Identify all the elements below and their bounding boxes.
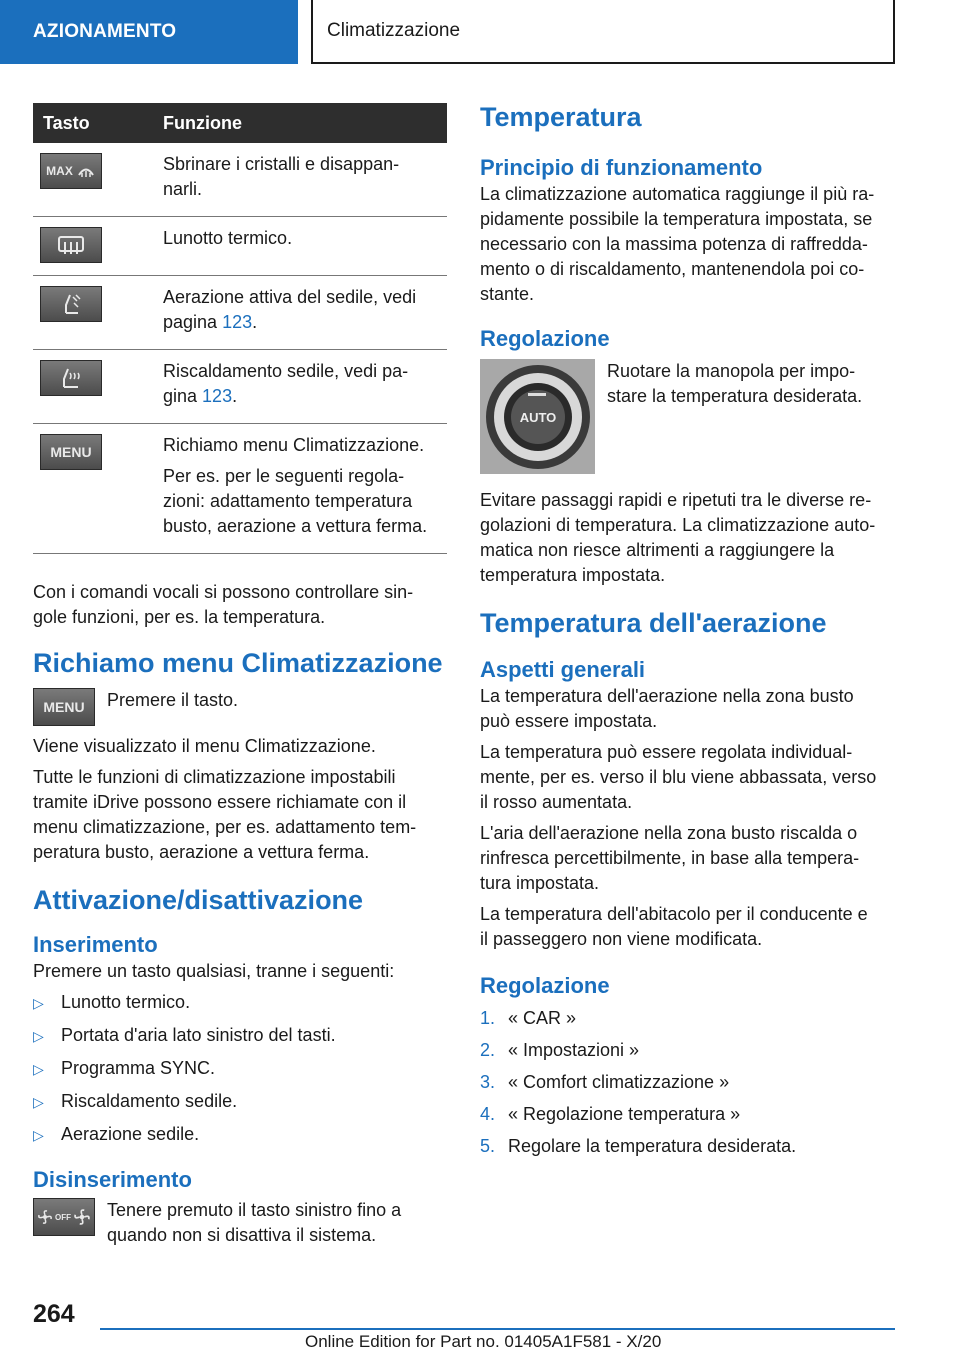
- list-item: ▷ Aerazione sedile.: [33, 1124, 200, 1144]
- fan-off-icon: OFF: [33, 1198, 95, 1236]
- principle-heading: Principio di funzionamento: [480, 155, 763, 180]
- seat-ventilation-icon: [40, 286, 102, 322]
- max-defrost-icon: MAX: [40, 153, 102, 189]
- page-number: 264: [33, 1300, 75, 1328]
- menu-key-icon: MENU: [40, 434, 102, 470]
- on-text: Premere un tasto qualsiasi, tranne i seguenti:: [33, 961, 395, 981]
- principle-text: La climatizzazione automatica raggiunge il più ra- pidamente possibile la temperatura impostata, se necessario con la massima potenza di raffredda- mento o di riscaldamento, mantenendola poi co- stante.: [480, 184, 875, 304]
- chapter-header: [311, 0, 895, 64]
- general-paragraph-1: La temperatura dell'aerazione nella zona busto può essere impostata.: [480, 686, 854, 731]
- table-row: [33, 217, 447, 276]
- menu-paragraph-2: Tutte le funzioni di climatizzazione impostabili tramite iDrive possono essere richiamate con il menu climatizzazione, per es. adattamento tem- peratura busto, aerazione a vettura ferma.: [33, 767, 417, 862]
- seat-heating-icon: [40, 360, 102, 396]
- temperature-heading: Temperatura: [480, 102, 642, 132]
- off-heading: Disinserimento: [33, 1167, 192, 1192]
- menu-instruction: MENU Premere il tasto.: [33, 688, 447, 726]
- list-item: 1. « CAR »: [480, 1008, 577, 1028]
- table-row: [33, 424, 447, 554]
- list-item: 5. Regolare la temperatura desiderata.: [480, 1136, 797, 1156]
- general-paragraph-4: La temperatura dell'abitacolo per il conducente e il passeggero non viene modificata.: [480, 904, 868, 949]
- table-row-text: Sbrinare i cristalli e disappan- narli.: [163, 143, 447, 217]
- avoid-text: Evitare passaggi rapidi e ripetuti tra le diverse re- golazioni di temperatura. La climatizzazione auto- matica non riesce altrimenti a raggiungere la temperatura impostata.: [480, 490, 876, 585]
- list-item: ▷ Lunotto termico.: [33, 992, 191, 1012]
- table-row: [33, 350, 447, 424]
- off-instruction: OFF Tenere premuto il tasto sinistro fino a quando non si disattiva il sistema.: [33, 1198, 447, 1248]
- table-row: [33, 276, 447, 350]
- table-row-text: Aerazione attiva del sedile, vedi pagina 123.: [163, 276, 447, 350]
- temperature-knob-image: [480, 359, 595, 474]
- list-item: 2. « Impostazioni »: [480, 1040, 640, 1060]
- key-function-table: [33, 103, 447, 554]
- menu-paragraph-1: Viene visualizzato il menu Climatizzazione.: [33, 736, 376, 756]
- table-row-text: Lunotto termico.: [163, 217, 447, 276]
- bullet-list: [33, 990, 447, 1148]
- regulation2-heading: Regolazione: [480, 973, 610, 998]
- section-tab: [0, 0, 298, 64]
- list-item: ▷ Programma SYNC.: [33, 1058, 216, 1078]
- section-title: AZIONAMENTO: [33, 21, 177, 42]
- general-paragraph-2: La temperatura può essere regolata individual- mente, per es. verso il blu viene abbassata, verso il rosso aumentata.: [480, 742, 877, 812]
- menu-heading: Richiamo menu Climatizzazione: [33, 648, 443, 678]
- activation-heading: Attivazione/disattivazione: [33, 885, 364, 915]
- right-column: [480, 100, 896, 1166]
- regulation-block: AUTO Ruotare la manopola per impo- stare la temperatura desiderata.: [480, 359, 896, 474]
- edition-text: Online Edition for Part no. 01405A1F581 - X/20: [305, 1332, 662, 1351]
- table-header-row: [33, 103, 447, 143]
- regulation-heading: Regolazione: [480, 326, 610, 351]
- general-paragraph-3: L'aria dell'aerazione nella zona busto riscalda o rinfresca percettibilmente, in base alla tempera- tura impostata.: [480, 823, 860, 893]
- general-heading: Aspetti generali: [480, 657, 646, 682]
- steps-list: [480, 1006, 896, 1159]
- list-item: ▷ Portata d'aria lato sinistro del tasti.: [33, 1025, 336, 1045]
- on-heading: Inserimento: [33, 932, 158, 957]
- page-link[interactable]: 123: [222, 312, 253, 332]
- list-item: ▷ Riscaldamento sedile.: [33, 1091, 238, 1111]
- left-column: [33, 103, 447, 1248]
- menu-key-icon: MENU: [33, 688, 95, 726]
- vent-temperature-heading: Temperatura dell'aerazione: [480, 608, 827, 638]
- page-link[interactable]: 123: [202, 386, 233, 406]
- table-row: [33, 143, 447, 217]
- col-key-header: Tasto: [33, 103, 163, 143]
- svg-text:AUTO: AUTO: [519, 410, 557, 425]
- chapter-title: Climatizzazione: [327, 20, 461, 41]
- col-function-header: Funzione: [163, 103, 447, 143]
- list-item: 3. « Comfort climatizzazione »: [480, 1072, 730, 1092]
- table-row-text: Richiamo menu Climatizzazione. Per es. per le seguenti regola- zioni: adattamento temperatura busto, aerazione a vettura ferma.: [163, 424, 447, 554]
- list-item: 4. « Regolazione temperatura »: [480, 1104, 741, 1124]
- table-row-text: Riscaldamento sedile, vedi pa- gina 123.: [163, 350, 447, 424]
- intro-paragraph: Con i comandi vocali si possono controllare sin- gole funzioni, per es. la temperatura.: [33, 582, 414, 627]
- rear-window-defrost-icon: [40, 227, 102, 263]
- footer-divider: [100, 1328, 895, 1330]
